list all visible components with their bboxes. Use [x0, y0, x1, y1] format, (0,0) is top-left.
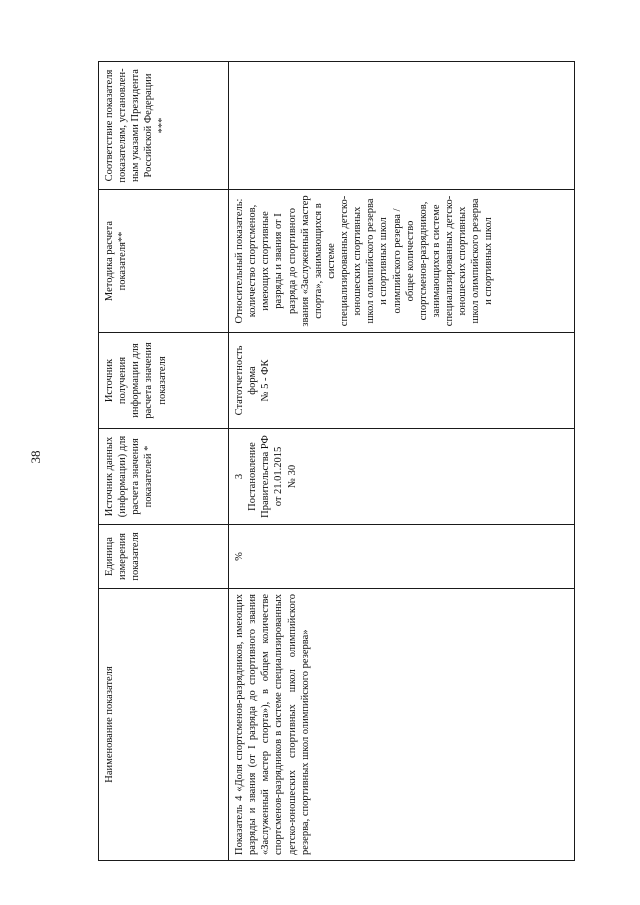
cell-source-data: [229, 429, 575, 525]
source-data-date: от 21.01.2015: [273, 446, 285, 507]
cell-method: Относительный показатель: количество спортсменов, имеющих спортивные разряды и звания от I разряда до спортивного звания «Заслуженный мастер спорта», занимающихся в системе специализированных детско-юношеских спортивных школ олимпийского резерва и спортивных школ олимпийского резерва / общее количество спортсменов-разрядников, занимающихся в системе специализированных детско-юношеских спортивных школ олимпийского резерва и спортивных школ: [229, 190, 575, 333]
header-unit: Единица измерения показателя: [99, 525, 229, 589]
cell-compliance: [229, 62, 575, 190]
page-number: 38: [28, 450, 43, 464]
header-name: Наименование показателя: [99, 589, 229, 861]
source-data-number: 3: [234, 473, 245, 480]
cell-unit: %: [229, 525, 575, 589]
cell-source-info: [229, 333, 575, 429]
table-rotator: [98, 62, 575, 861]
source-info-form: Статотчетность форма: [234, 345, 259, 416]
table-header-row: [99, 62, 229, 861]
header-compliance: Соответствие показателя показателям, установлен-ным указами Президента Российской Федерации ***: [99, 62, 229, 190]
header-method: Методика расчета показателя**: [99, 190, 229, 333]
table-row: [229, 62, 575, 861]
header-source-info: Источник получения информации для расчета значения показателя: [99, 333, 229, 429]
source-data-document: Постановление Правительства РФ: [247, 435, 272, 518]
source-data-number-doc: № 30: [286, 464, 298, 489]
cell-indicator-name: Показатель 4 «Доля спортсменов-разрядников, имеющих разряды и звания (от I разряда до спортивного звания «Заслуженный мастер спорта»), в общем количестве спортсменов-разрядников в системе специализированных детско-юношеских спортивных школ олимпийского резерва, спортивных школ олимпийского резерва»: [229, 589, 575, 861]
header-source-data: Источник данных (информации) для расчета значения показателей *: [99, 429, 229, 525]
source-info-form-number: № 5 - ФК: [260, 359, 272, 402]
rotated-table-area: [98, 62, 575, 861]
indicator-table: [98, 61, 575, 861]
